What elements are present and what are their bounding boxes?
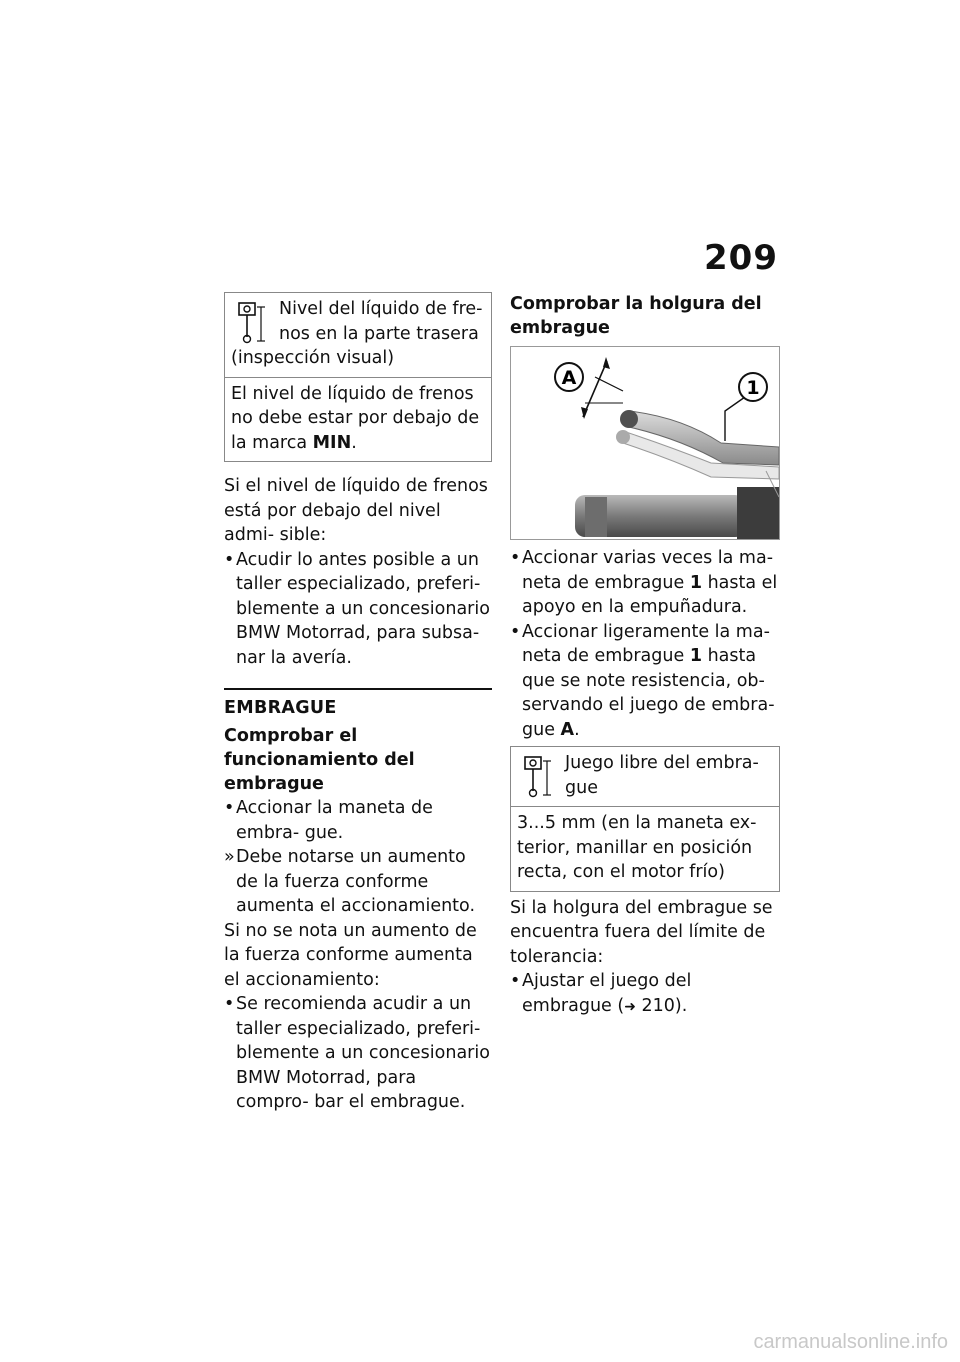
- spec-box-header: [511, 747, 779, 806]
- tolerance-intro: Si la holgura del embrague se encuentra fuera del límite de tolerancia:: [510, 897, 773, 967]
- clutch-function-intro: Si no se nota un aumento de la fuerza conforme aumenta el accionamiento:: [224, 920, 477, 990]
- page-reference-link[interactable]: 210: [641, 995, 675, 1016]
- clutch-play-steps: [510, 546, 780, 742]
- spec-body-text: El nivel de líquido de frenos no debe estar por debajo de la marca: [231, 383, 480, 453]
- adjust-text-end: ).: [674, 995, 688, 1016]
- section-divider: [224, 688, 492, 690]
- step-text-mid: hasta que se note resistencia, ob- servando el juego de embra- gue: [522, 646, 775, 740]
- spec-box-header: [225, 293, 491, 377]
- adjust-list: [510, 969, 780, 1019]
- gauge-specification-icon: [517, 755, 557, 799]
- step-text-end: .: [574, 719, 580, 740]
- clutch-function-heading: Comprobar el funcionamiento del embrague: [224, 726, 415, 794]
- clutch-play-heading: Comprobar la holgura del embrague: [510, 294, 762, 338]
- result-item: » Debe notarse un aumento de la fuerza conforme aumenta el accionamiento.: [224, 845, 492, 919]
- right-column: [510, 292, 780, 1019]
- list-item: • Acudir lo antes posible a un taller especializado, preferi- blemente a un concesionario BMW Motorrad, para subsa- nar la avería.: [224, 548, 492, 671]
- list-item: [510, 620, 780, 743]
- step-text: Accionar varias veces la ma- neta de embrague: [522, 548, 774, 593]
- lever-ref: 1: [689, 572, 703, 593]
- list-item: [510, 546, 780, 620]
- play-ref: A: [560, 719, 575, 740]
- adjust-text: Ajustar el juego del embrague (: [522, 971, 692, 1016]
- spec-box-clutch-play: [510, 746, 780, 892]
- left-column: [224, 292, 492, 1115]
- clutch-lever-figure: [510, 346, 780, 540]
- list-item: [510, 969, 780, 1019]
- clutch-recommend-list: [224, 992, 492, 1115]
- page-reference-arrow-icon: ➜: [624, 998, 636, 1015]
- step-text-end: hasta el apoyo en la empuñadura.: [522, 572, 778, 617]
- list-item: • Se recomienda acudir a un taller especializado, preferi- blemente a un concesionario BMW Motorrad, para compro- bar el embrague.: [224, 992, 492, 1115]
- figure-label-1: 1: [746, 377, 760, 399]
- watermark: carmanualsonline.info: [753, 1331, 948, 1353]
- clutch-function-list: [224, 796, 492, 845]
- spec-title: Nivel del líquido de fre- nos en la parte trasera (inspección visual): [231, 299, 483, 368]
- step-text: Accionar ligeramente la ma- neta de embrague: [522, 621, 770, 666]
- page-number: 209: [704, 238, 778, 278]
- lever-ref: 1: [689, 646, 703, 666]
- clutch-result-list: [224, 845, 492, 919]
- spec-box-brake-fluid: [224, 292, 492, 462]
- list-item: • Accionar la maneta de embra- gue.: [224, 796, 492, 845]
- brake-intro-text: Si el nivel de líquido de frenos está por debajo del nivel admi- sible:: [224, 476, 488, 545]
- figure-label-a: A: [561, 367, 577, 389]
- gauge-specification-icon: [231, 301, 271, 345]
- spec-body-end: .: [351, 432, 357, 453]
- brake-action-list: [224, 548, 492, 671]
- section-title: EMBRAGUE: [224, 698, 337, 718]
- spec-box-body: [225, 377, 491, 462]
- spec-box-body: 3...5 mm (en la maneta ex- terior, manillar en posición recta, con el motor frío): [511, 806, 779, 891]
- clutch-lever-illustration: [511, 347, 779, 539]
- spec-min-mark: MIN: [312, 432, 352, 453]
- spec-title: Juego libre del embra- gue: [565, 753, 759, 798]
